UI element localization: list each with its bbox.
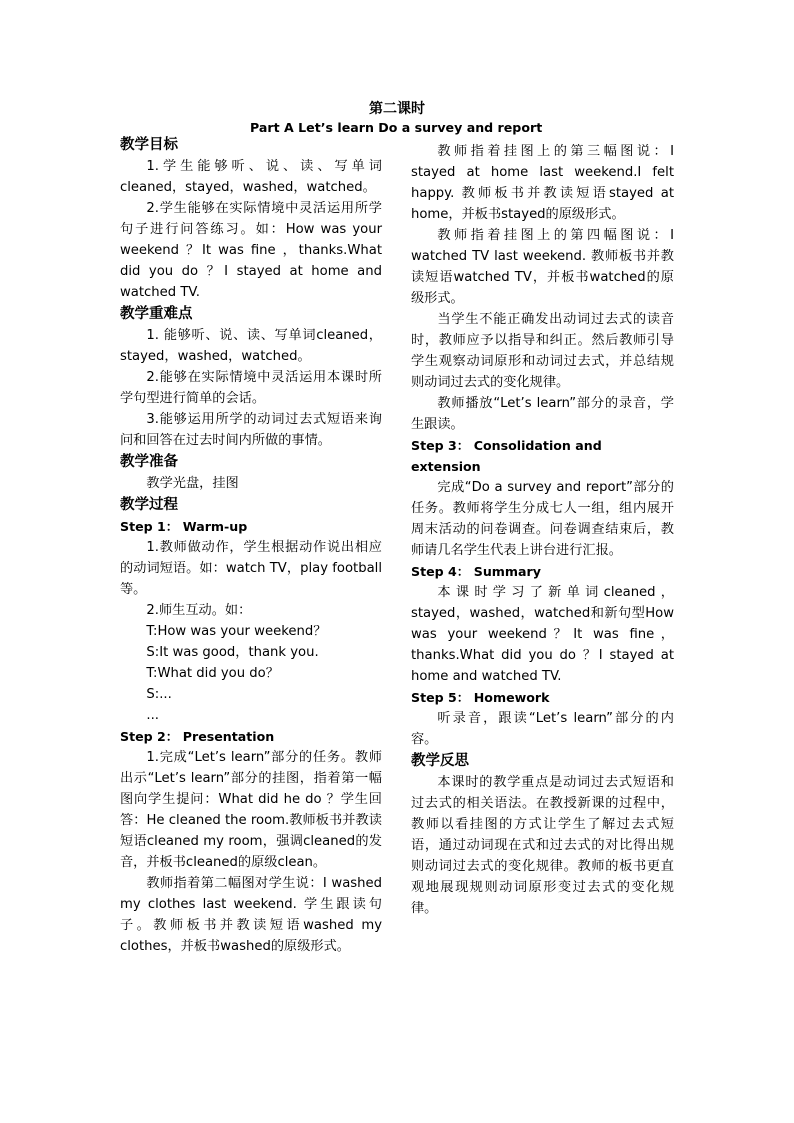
step2-title: Step 2： Presentation	[120, 729, 275, 744]
dialogue-line: T:How was your weekend？	[146, 624, 327, 639]
objectives-heading: 教学目标	[120, 137, 178, 153]
presentation-paragraph: 教师播放“Let’s learn”部分的录音，学生跟读。	[411, 396, 674, 432]
key-point-item: 2.能够在实际情境中灵活运用本课时所学句型进行简单的会话。	[120, 370, 382, 406]
step2-paragraph: 教师指着第二幅图对学生说：I washed my clothes last weekend. 学生跟读句子。教师板书并教读短语washed my clothes，并板书washed的原级形式。	[120, 876, 382, 954]
process-heading: 教学过程	[120, 497, 178, 513]
right-column	[411, 141, 674, 919]
dialogue-line: S:It was good，thank you.	[146, 645, 319, 660]
left-column	[120, 134, 382, 957]
key-point-item: 1. 能够听、说、读、写单词cleaned，stayed，washed，watched。	[120, 328, 382, 364]
step4-paragraph: 本课时学习了新单词cleaned，stayed，washed，watched和新句型How was your weekend？It was fine，thanks.What did you do ？I stayed at home and watched TV.	[411, 585, 674, 684]
step3-paragraph: 完成“Do a survey and report”部分的任务。教师将学生分成七人一组，组内展开周末活动的问卷调查。问卷调查结束后，教师请几名学生代表上讲台进行汇报。	[411, 480, 674, 558]
step1-paragraph: 2.师生互动。如：	[146, 603, 252, 618]
reflection-paragraph: 本课时的教学重点是动词过去式短语和过去式的相关语法。在教授新课的过程中，教师以看挂图的方式让学生了解过去式短语，通过动词现在式和过去式的对比得出规则动词过去式的变化规律。教师的板书更直观地展现规则动词原形变过去式的变化规律。	[411, 775, 674, 916]
step1-title: Step 1： Warm-up	[120, 519, 248, 534]
key-points-heading: 教学重难点	[120, 306, 193, 322]
presentation-paragraph: 当学生不能正确发出动词过去式的读音时，教师应予以指导和纠正。然后教师引导学生观察动词原形和动词过去式，并总结规则动词过去式的变化规律。	[411, 312, 674, 390]
step4-title: Step 4： Summary	[411, 564, 541, 579]
dialogue-line: ...	[146, 708, 159, 723]
objective-item: 2.学生能够在实际情境中灵活运用所学句子进行问答练习。如：How was your weekend ？It was fine ，thanks.What did you do ？I stayed at home and watched TV.	[120, 201, 382, 300]
preparation-text: 教学光盘，挂图	[146, 476, 239, 491]
step5-title: Step 5： Homework	[411, 690, 550, 705]
step3-title: Step 3： Consolidation and extension	[411, 438, 602, 474]
presentation-paragraph: 教师指着挂图上的第三幅图说：I stayed at home last weekend.I felt happy. 教师板书并教读短语stayed at home，并板书stayed的原级形式。	[411, 144, 674, 222]
dialogue-line: S:...	[146, 687, 172, 702]
reflection-heading: 教学反思	[411, 753, 469, 769]
step1-paragraph: 1.教师做动作，学生根据动作说出相应的动词短语。如：watch TV，play football等。	[120, 540, 382, 597]
page-subtitle: Part A Let’s learn Do a survey and report	[250, 120, 543, 135]
presentation-paragraph: 教师指着挂图上的第四幅图说：I watched TV last weekend. 教师板书并教读短语watched TV，并板书watched的原级形式。	[411, 228, 674, 306]
preparation-heading: 教学准备	[120, 454, 178, 470]
step5-paragraph: 听录音，跟读“Let’s learn”部分的内容。	[411, 711, 674, 747]
step2-paragraph: 1.完成“Let’s learn”部分的任务。教师出示“Let’s learn”部分的挂图，指着第一幅图向学生提问：What did he do ？学生回答：He cleaned the room.教师板书并教读短语cleaned my room，强调cleaned的发音，并板书cleaned的原级clean。	[120, 750, 382, 870]
objective-item: 1.学生能够听、说、读、写单词cleaned，stayed，washed，watched。	[120, 159, 382, 195]
dialogue-line: T:What did you do？	[146, 666, 279, 681]
key-point-item: 3.能够运用所学的动词过去式短语来询问和回答在过去时间内所做的事情。	[120, 412, 382, 448]
page-title: 第二课时	[369, 101, 425, 117]
